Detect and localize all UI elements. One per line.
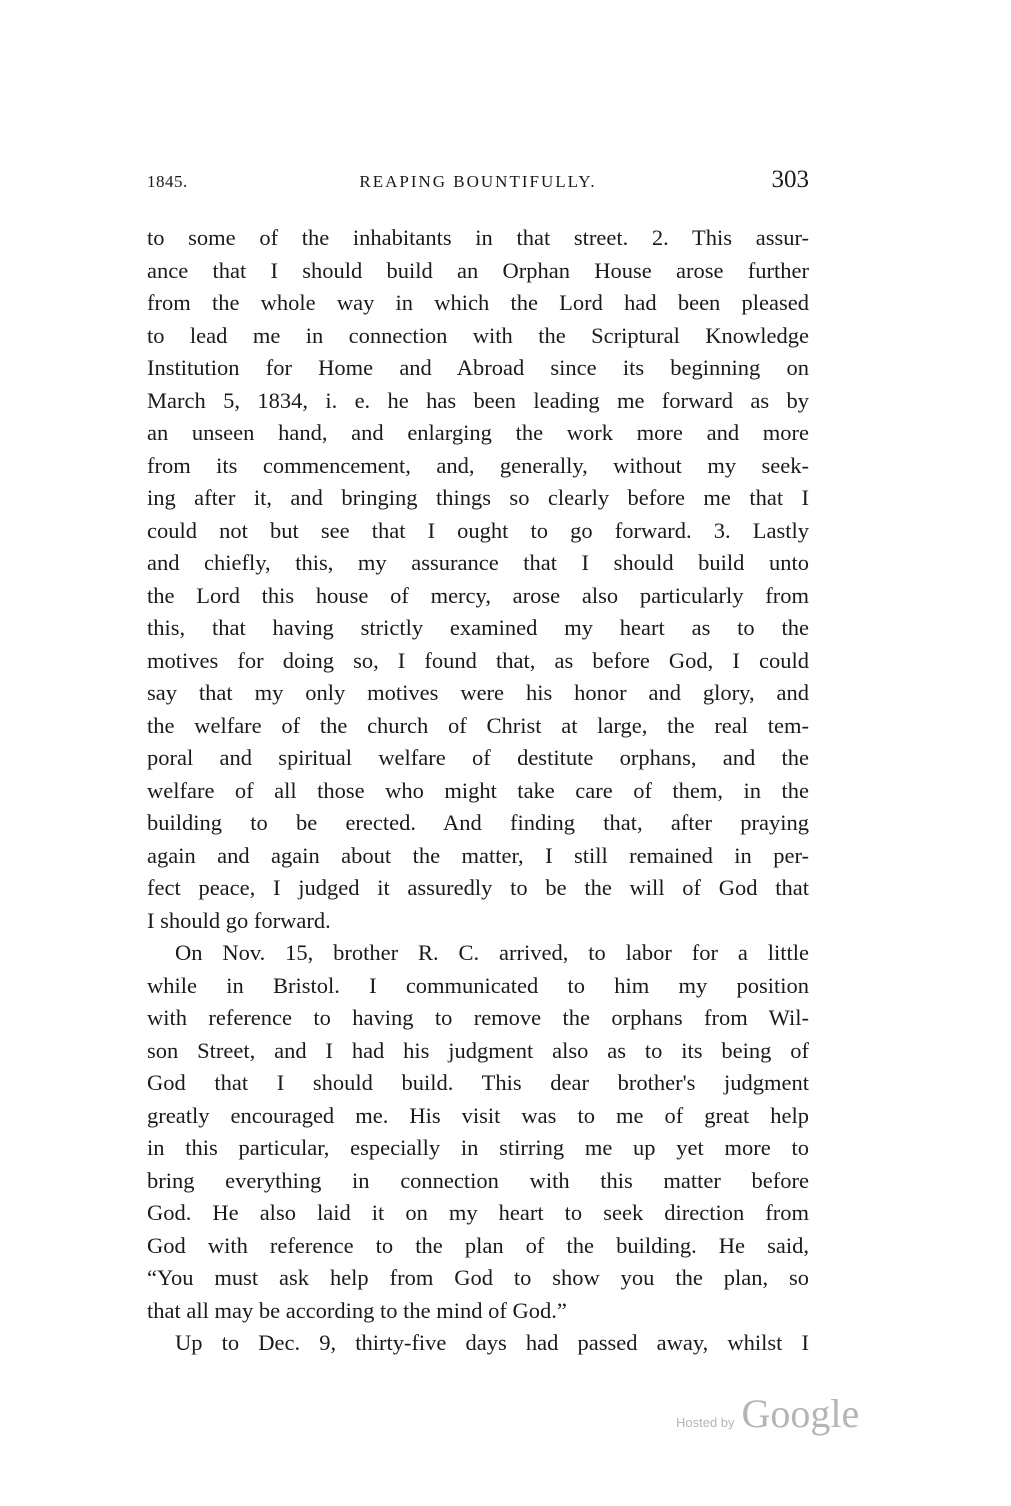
text-line: the Lord this house of mercy, arose also particularly from [147,582,809,608]
text-line: the welfare of the church of Christ at large, the real tem- [147,712,809,738]
text-line: from the whole way in which the Lord had been pleased [147,290,809,315]
text-line: that all may be according to the mind of God.” [147,1297,567,1323]
text-line: in this particular, especially in stirring me up yet more to [147,1135,809,1160]
text-line: say that my only motives were his honor and glory, and [147,680,809,705]
header-title: REAPING BOUNTIFULLY. [359,172,597,191]
text-line: again and again about the matter, I still remained in per- [147,842,809,868]
text-line: to some of the inhabitants in that street. 2. This assur- [147,225,809,250]
text-line: this, that having strictly examined my heart as to the [147,615,809,640]
running-head [147,166,809,196]
text-line: On Nov. 15, brother R. C. arrived, to labor for a little [175,940,809,965]
text-line: March 5, 1834, i. e. he has been leading me forward as by [147,387,809,413]
text-line: while in Bristol. I communicated to him my position [147,972,809,998]
header-year: 1845. [147,172,188,191]
text-line: God with reference to the plan of the building. He said, [147,1232,809,1258]
text-line: an unseen hand, and enlarging the work more and more [147,420,809,445]
page-number: 303 [771,166,809,193]
text-line: Up to Dec. 9, thirty-five days had passed away, whilst I [175,1330,809,1355]
text-line: I should go forward. [147,907,331,933]
text-line: ance that I should build an Orphan House arose further [147,257,809,283]
google-logo: Google [741,1391,860,1436]
text-line: poral and spiritual welfare of destitute orphans, and the [147,745,809,770]
text-line: God that I should build. This dear brother's judgment [147,1070,809,1095]
watermark-prefix: Hosted by [676,1415,735,1430]
hosted-by-google-watermark [676,1390,859,1440]
text-line: ing after it, and bringing things so clearly before me that I [147,485,809,510]
body-text [147,222,809,1360]
text-line: “You must ask help from God to show you the plan, so [147,1265,809,1290]
text-line: from its commencement, and, generally, without my seek- [147,452,809,478]
text-line: with reference to having to remove the orphans from Wil- [147,1005,809,1030]
text-line: building to be erected. And finding that, after praying [147,810,809,835]
text-line: could not but see that I ought to go forward. 3. Lastly [147,517,809,543]
text-line: motives for doing so, I found that, as before God, I could [147,647,809,673]
text-line: greatly encouraged me. His visit was to me of great help [147,1102,809,1128]
text-line: welfare of all those who might take care of them, in the [147,777,809,803]
text-line: bring everything in connection with this matter before [147,1167,809,1193]
text-line: to lead me in connection with the Scriptural Knowledge [147,322,809,348]
text-line: Institution for Home and Abroad since its beginning on [147,355,809,380]
text-line: son Street, and I had his judgment also as to its being of [147,1037,809,1063]
text-line: fect peace, I judged it assuredly to be the will of God that [147,875,809,900]
text-line: and chiefly, this, my assurance that I should build unto [147,550,809,575]
text-line: God. He also laid it on my heart to seek direction from [147,1200,809,1225]
